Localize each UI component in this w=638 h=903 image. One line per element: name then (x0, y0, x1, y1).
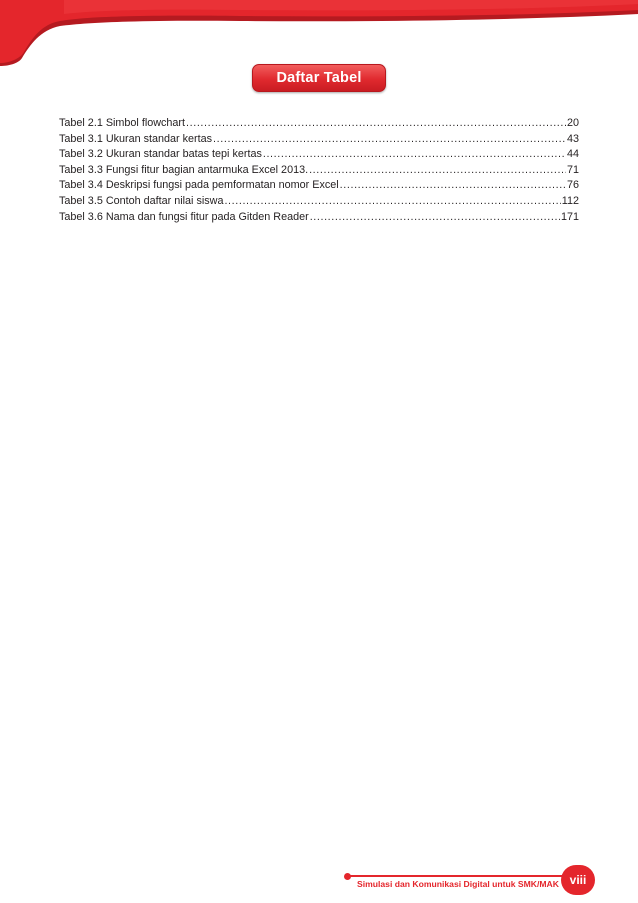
table-list-entry[interactable] (59, 116, 579, 132)
entry-page-number: 44 (566, 148, 579, 161)
dot-leader (213, 132, 566, 148)
dot-leader (186, 116, 566, 132)
dot-leader (263, 147, 566, 163)
dot-leader (310, 210, 560, 226)
entry-page-number: 43 (566, 132, 579, 145)
entry-page-number: 171 (560, 210, 579, 223)
entry-label: Tabel 3.5 Contoh daftar nilai siswa (59, 194, 224, 207)
dot-leader (309, 163, 566, 179)
entry-label: Tabel 2.1 Simbol flowchart (59, 117, 186, 129)
entry-label: Tabel 3.3 Fungsi fitur bagian antarmuka Excel 2013. (59, 163, 309, 176)
entry-label: Tabel 3.1 Ukuran standar kertas (59, 132, 213, 145)
table-list (59, 116, 579, 225)
footer-rule (348, 875, 562, 877)
entry-page-number: 20 (566, 117, 579, 129)
page-number-badge: viii (561, 865, 595, 895)
page-footer (0, 862, 638, 903)
entry-page-number: 112 (561, 194, 579, 207)
entry-label: Tabel 3.2 Ukuran standar batas tepi kertas (59, 148, 262, 161)
entry-label: Tabel 3.4 Deskripsi fungsi pada pemformatan nomor Excel (59, 179, 339, 192)
table-list-entry[interactable] (59, 132, 579, 148)
section-title: Daftar Tabel (252, 64, 386, 92)
dot-leader (224, 194, 560, 210)
table-list-entry[interactable] (59, 178, 579, 194)
table-list-entry[interactable] (59, 163, 579, 179)
table-list-entry[interactable] (59, 194, 579, 210)
footer-book-title: Simulasi dan Komunikasi Digital untuk SMK/MAK (357, 879, 559, 889)
entry-page-number: 71 (566, 163, 579, 176)
entry-label: Tabel 3.6 Nama dan fungsi fitur pada Gitden Reader (59, 210, 309, 223)
table-list-entry[interactable] (59, 147, 579, 163)
entry-page-number: 76 (566, 179, 579, 192)
dot-leader (340, 178, 566, 194)
header-band (0, 0, 638, 70)
table-list-entry[interactable] (59, 210, 579, 226)
